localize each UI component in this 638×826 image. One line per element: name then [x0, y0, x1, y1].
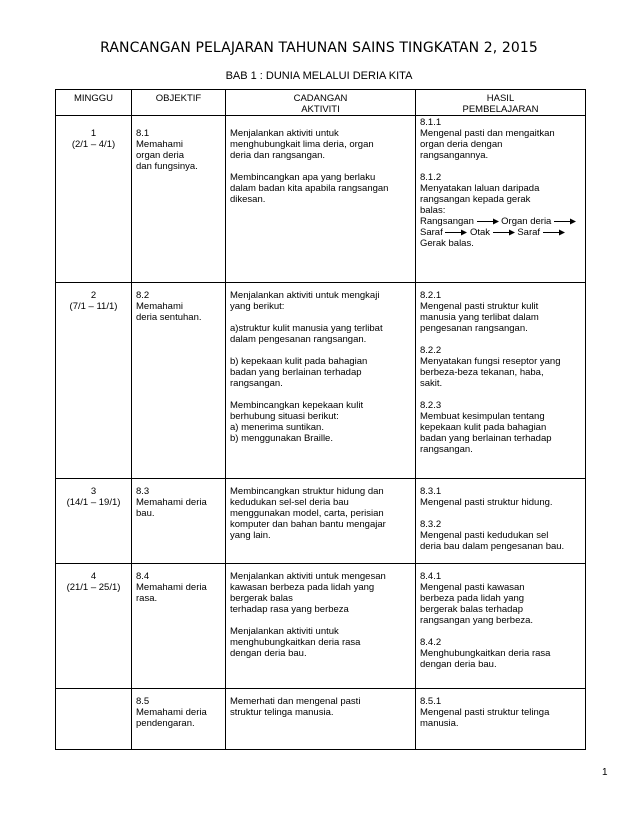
objective-text: 8.5 Memahami deria pendengaran.: [136, 696, 207, 729]
outcome-text: 8.2.3 Membuat kesimpulan tentang kepekaan kulit pada bahagian badan yang berlainan terhadap rangsangan.: [420, 400, 552, 455]
page-number: 1: [602, 767, 608, 778]
outcome-text: 8.5.1 Mengenal pasti struktur telinga manusia.: [420, 696, 550, 729]
outcome-cell: [416, 283, 586, 479]
outcome-text: 8.1.2 Menyatakan laluan daripada rangsangan kepada gerak balas:: [420, 172, 540, 216]
outcome-text: 8.4.2 Menghubungkaitkan deria rasa dengan deria bau.: [420, 637, 551, 670]
week-cell: [56, 689, 132, 750]
header-cadangan-aktiviti: CADANGAN AKTIVITI: [226, 90, 416, 116]
outcome-cell: [416, 564, 586, 689]
activity-text: Menjalankan aktiviti untuk mengkaji yang berikut:: [230, 290, 380, 312]
table-row: [56, 283, 586, 479]
activity-cell: [226, 689, 416, 750]
outcome-text: 8.3.1 Mengenal pasti struktur hidung.: [420, 486, 553, 508]
objective-text: 8.3 Memahami deria bau.: [136, 486, 207, 519]
outcome-text: 8.2.1 Mengenal pasti struktur kulit manusia yang terlibat dalam pengesanan rangsangan.: [420, 290, 539, 334]
header-row: [56, 90, 586, 116]
activity-text: Membincangkan struktur hidung dan kedudukan sel-sel deria bau menggunakan model, carta, perisian komputer dan bahan bantu mengajar yang lain.: [230, 486, 386, 541]
objective-text: 8.2 Memahami deria sentuhan.: [136, 290, 202, 323]
activity-text: Menjalankan aktiviti untuk mengesan kawasan berbeza pada lidah yang bergerak balas terhadap rasa yang berbeza: [230, 571, 386, 615]
week-range: (21/1 – 25/1): [66, 582, 121, 593]
header-minggu: MINGGU: [56, 90, 132, 116]
week-range: (14/1 – 19/1): [66, 497, 121, 508]
pathway-line-1: [420, 216, 581, 227]
activity-text: Menjalankan aktiviti untuk menghubungkait lima deria, organ deria dan rangsangan.: [230, 128, 374, 161]
arrow-right-icon: [543, 229, 565, 236]
activity-cell: [226, 479, 416, 564]
pathway-gerak-balas: Gerak balas.: [420, 238, 474, 249]
arrow-right-icon: [445, 229, 467, 236]
header-objektif: OBJEKTIF: [132, 90, 226, 116]
week-number: 1: [90, 128, 97, 139]
outcome-cell: [416, 689, 586, 750]
arrow-right-icon: [493, 229, 515, 236]
table-row: [56, 479, 586, 564]
objective-cell: [132, 479, 226, 564]
activity-cell: [226, 116, 416, 283]
activity-text: b) kepekaan kulit pada bahagian badan yang berlainan terhadap rangsangan.: [230, 356, 368, 389]
week-cell: [56, 283, 132, 479]
activity-text: Membincangkan apa yang berlaku dalam badan kita apabila rangsangan dikesan.: [230, 172, 389, 205]
activity-text: Memerhati dan mengenal pasti struktur telinga manusia.: [230, 696, 361, 718]
pathway-saraf: Saraf: [517, 227, 541, 238]
outcome-text: 8.3.2 Mengenal pasti kedudukan sel deria bau dalam pengesanan bau.: [420, 519, 565, 552]
activity-cell: [226, 283, 416, 479]
pathway-line-2: [420, 227, 581, 238]
week-number: 4: [90, 571, 97, 582]
pathway-rangsangan: Rangsangan: [420, 216, 474, 227]
activity-cell: [226, 564, 416, 689]
week-range: (2/1 – 4/1): [71, 139, 116, 150]
arrow-right-icon: [477, 218, 499, 225]
week-number: 2: [90, 290, 97, 301]
pathway-organ-deria: Organ deria: [501, 216, 552, 227]
week-range: (7/1 – 11/1): [69, 301, 118, 312]
objective-cell: [132, 116, 226, 283]
chapter-subtitle: BAB 1 : DUNIA MELALUI DERIA KITA: [225, 70, 413, 82]
header-hasil-pembelajaran: HASIL PEMBELAJARAN: [416, 90, 586, 116]
activity-text: a)struktur kulit manusia yang terlibat dalam pengesanan rangsangan.: [230, 323, 383, 345]
lesson-plan-table: [55, 89, 586, 750]
outcome-text: 8.4.1 Mengenal pasti kawasan berbeza pada lidah yang bergerak balas terhadap rangsangan yang berbeza.: [420, 571, 534, 626]
week-cell: [56, 116, 132, 283]
pathway-otak: Otak: [470, 227, 491, 238]
table-row: [56, 564, 586, 689]
pathway-saraf: Saraf: [420, 227, 443, 238]
week-cell: [56, 479, 132, 564]
activity-text: Membincangkan kepekaan kulit berhubung situasi berikut: a) menerima suntikan. b) menggunakan Braille.: [230, 400, 364, 444]
outcome-text: 8.2.2 Menyatakan fungsi reseptor yang berbeza-beza tekanan, haba, sakit.: [420, 345, 561, 389]
outcome-cell: [416, 479, 586, 564]
outcome-text: 8.1.1 Mengenal pasti dan mengaitkan organ deria dengan rangsangannya.: [420, 117, 555, 161]
table-row: [56, 116, 586, 283]
outcome-cell: [416, 116, 586, 283]
week-number: 3: [90, 486, 97, 497]
week-cell: [56, 564, 132, 689]
objective-cell: [132, 689, 226, 750]
arrow-right-icon: [554, 218, 576, 225]
activity-text: Menjalankan aktiviti untuk menghubungkaitkan deria rasa dengan deria bau.: [230, 626, 361, 659]
objective-text: 8.1 Memahami organ deria dan fungsinya.: [136, 128, 198, 172]
objective-cell: [132, 283, 226, 479]
objective-text: 8.4 Memahami deria rasa.: [136, 571, 207, 604]
table-row: [56, 689, 586, 750]
objective-cell: [132, 564, 226, 689]
document-title: RANCANGAN PELAJARAN TAHUNAN SAINS TINGKATAN 2, 2015: [100, 40, 538, 56]
